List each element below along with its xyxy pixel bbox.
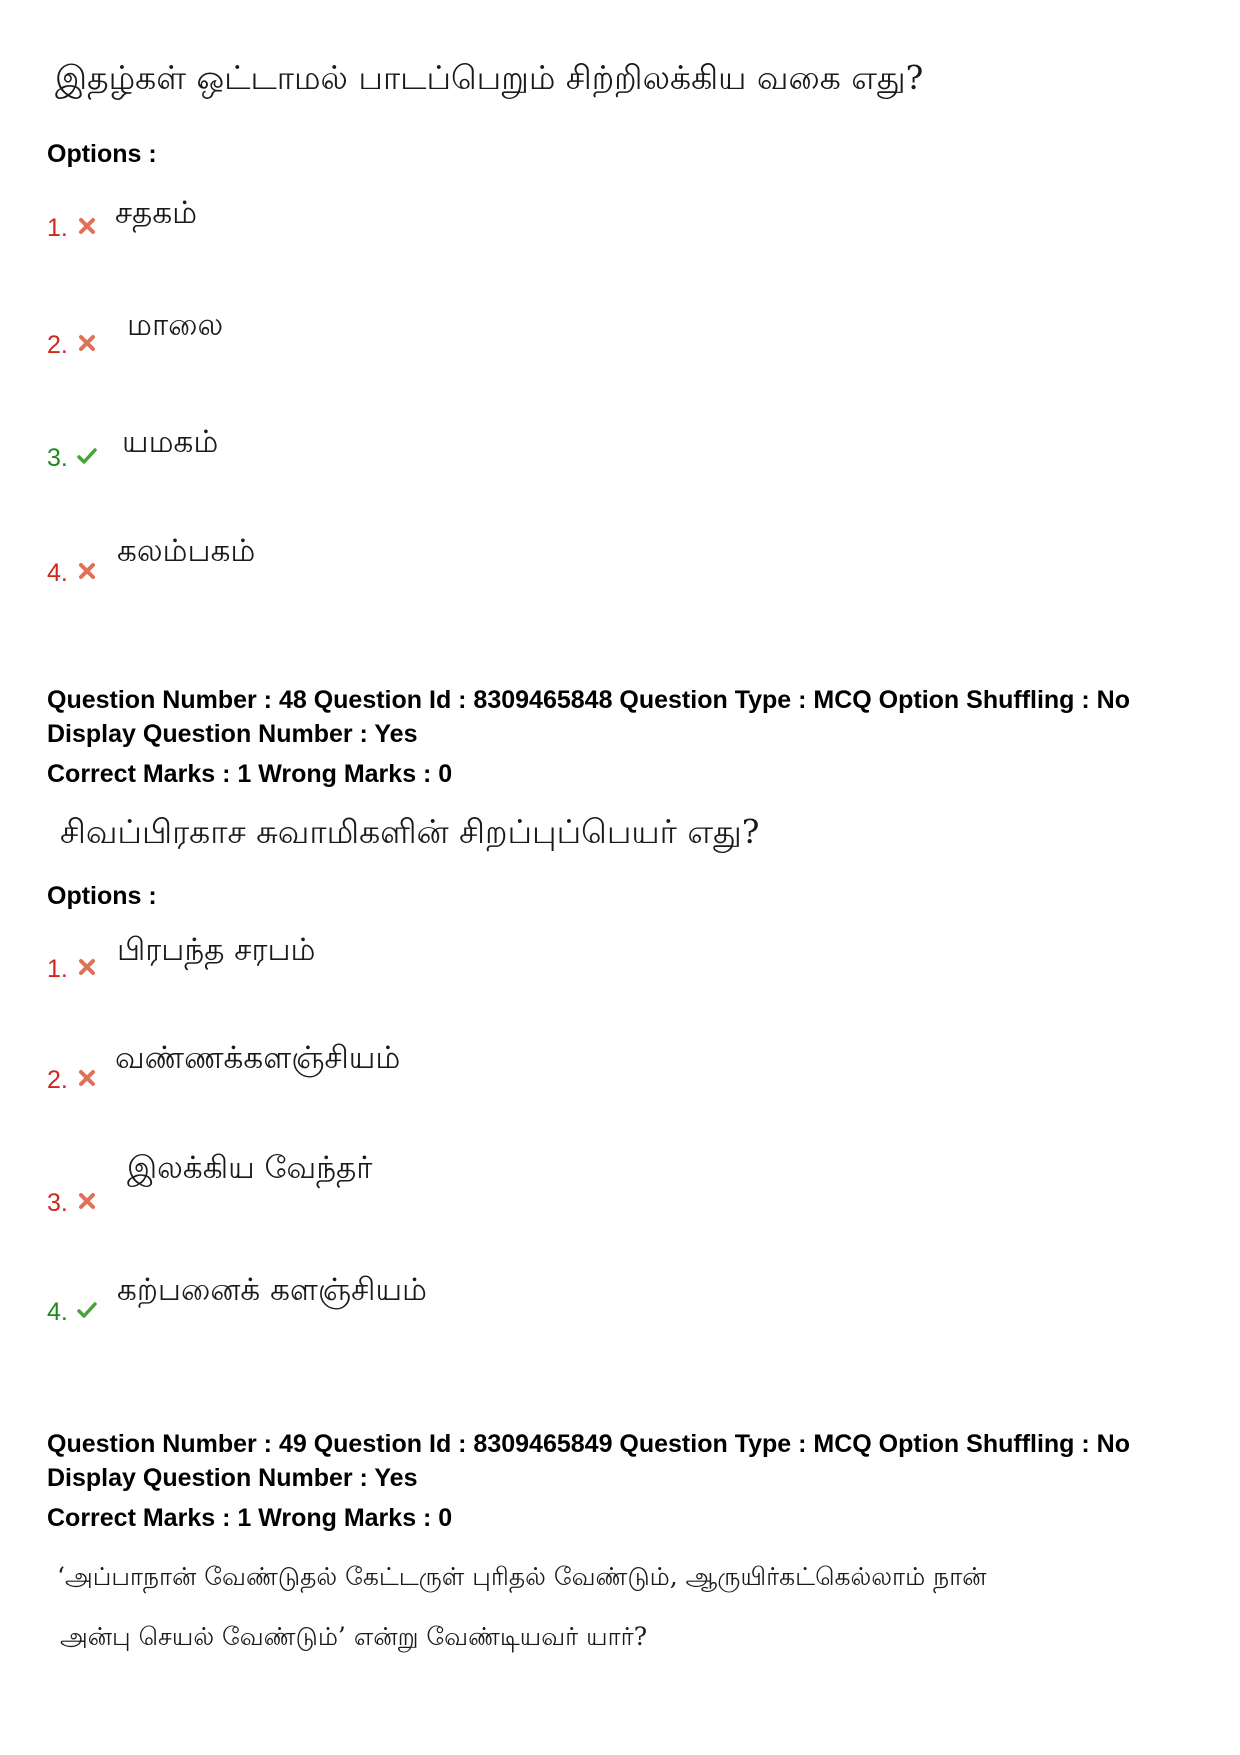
option-text: மாலை: [127, 307, 224, 343]
cross-icon: [77, 1191, 97, 1211]
option-2: [47, 331, 97, 360]
option-number: 3.: [47, 1189, 68, 1217]
question-marks: Correct Marks : 1 Wrong Marks : 0: [47, 760, 453, 788]
option-number: 2.: [47, 331, 68, 359]
question-display-number: Display Question Number : Yes: [47, 720, 418, 748]
option-3: [47, 1189, 97, 1218]
option-3: [47, 444, 97, 473]
option-text: வண்ணக்களஞ்சியம்: [115, 1040, 401, 1076]
question-header: Question Number : 48 Question Id : 8309465848 Question Type : MCQ Option Shuffling : No: [47, 686, 1130, 714]
option-text: இலக்கிய வேந்தர்: [127, 1150, 373, 1186]
option-text: கலம்பகம்: [117, 533, 256, 569]
option-number: 1.: [47, 955, 68, 983]
option-1: [47, 214, 97, 243]
cross-icon: [77, 1068, 97, 1088]
question-text: இதழ்கள் ஒட்டாமல் பாடப்பெறும் சிற்றிலக்கிய வகை எது?: [55, 58, 924, 97]
option-number: 1.: [47, 214, 68, 242]
option-text: யமகம்: [122, 424, 219, 460]
option-4: [47, 559, 97, 588]
option-4: [47, 1298, 97, 1327]
options-label: Options :: [47, 140, 157, 168]
option-number: 2.: [47, 1066, 68, 1094]
option-number: 4.: [47, 559, 68, 587]
cross-icon: [77, 216, 97, 236]
question-text-line-2: அன்பு செயல் வேண்டும்’ என்று வேண்டியவர் யார்?: [60, 1622, 648, 1651]
option-text: பிரபந்த சரபம்: [117, 932, 316, 968]
check-icon: [77, 1300, 97, 1320]
question-display-number: Display Question Number : Yes: [47, 1464, 418, 1492]
option-text: சதகம்: [115, 195, 198, 231]
question-marks: Correct Marks : 1 Wrong Marks : 0: [47, 1504, 453, 1532]
option-number: 3.: [47, 444, 68, 472]
question-text: சிவப்பிரகாச சுவாமிகளின் சிறப்புப்பெயர் எது?: [60, 812, 760, 851]
options-label: Options :: [47, 882, 157, 910]
question-text-line-1: ‘அப்பாநான் வேண்டுதல் கேட்டருள் புரிதல் வேண்டும், ஆருயிர்கட்கெல்லாம் நான்: [57, 1562, 987, 1591]
option-text: கற்பனைக் களஞ்சியம்: [117, 1272, 427, 1308]
cross-icon: [77, 333, 97, 353]
option-1: [47, 955, 97, 984]
option-number: 4.: [47, 1298, 68, 1326]
check-icon: [77, 446, 97, 466]
option-2: [47, 1066, 97, 1095]
cross-icon: [77, 957, 97, 977]
question-header: Question Number : 49 Question Id : 8309465849 Question Type : MCQ Option Shuffling : No: [47, 1430, 1130, 1458]
cross-icon: [77, 561, 97, 581]
